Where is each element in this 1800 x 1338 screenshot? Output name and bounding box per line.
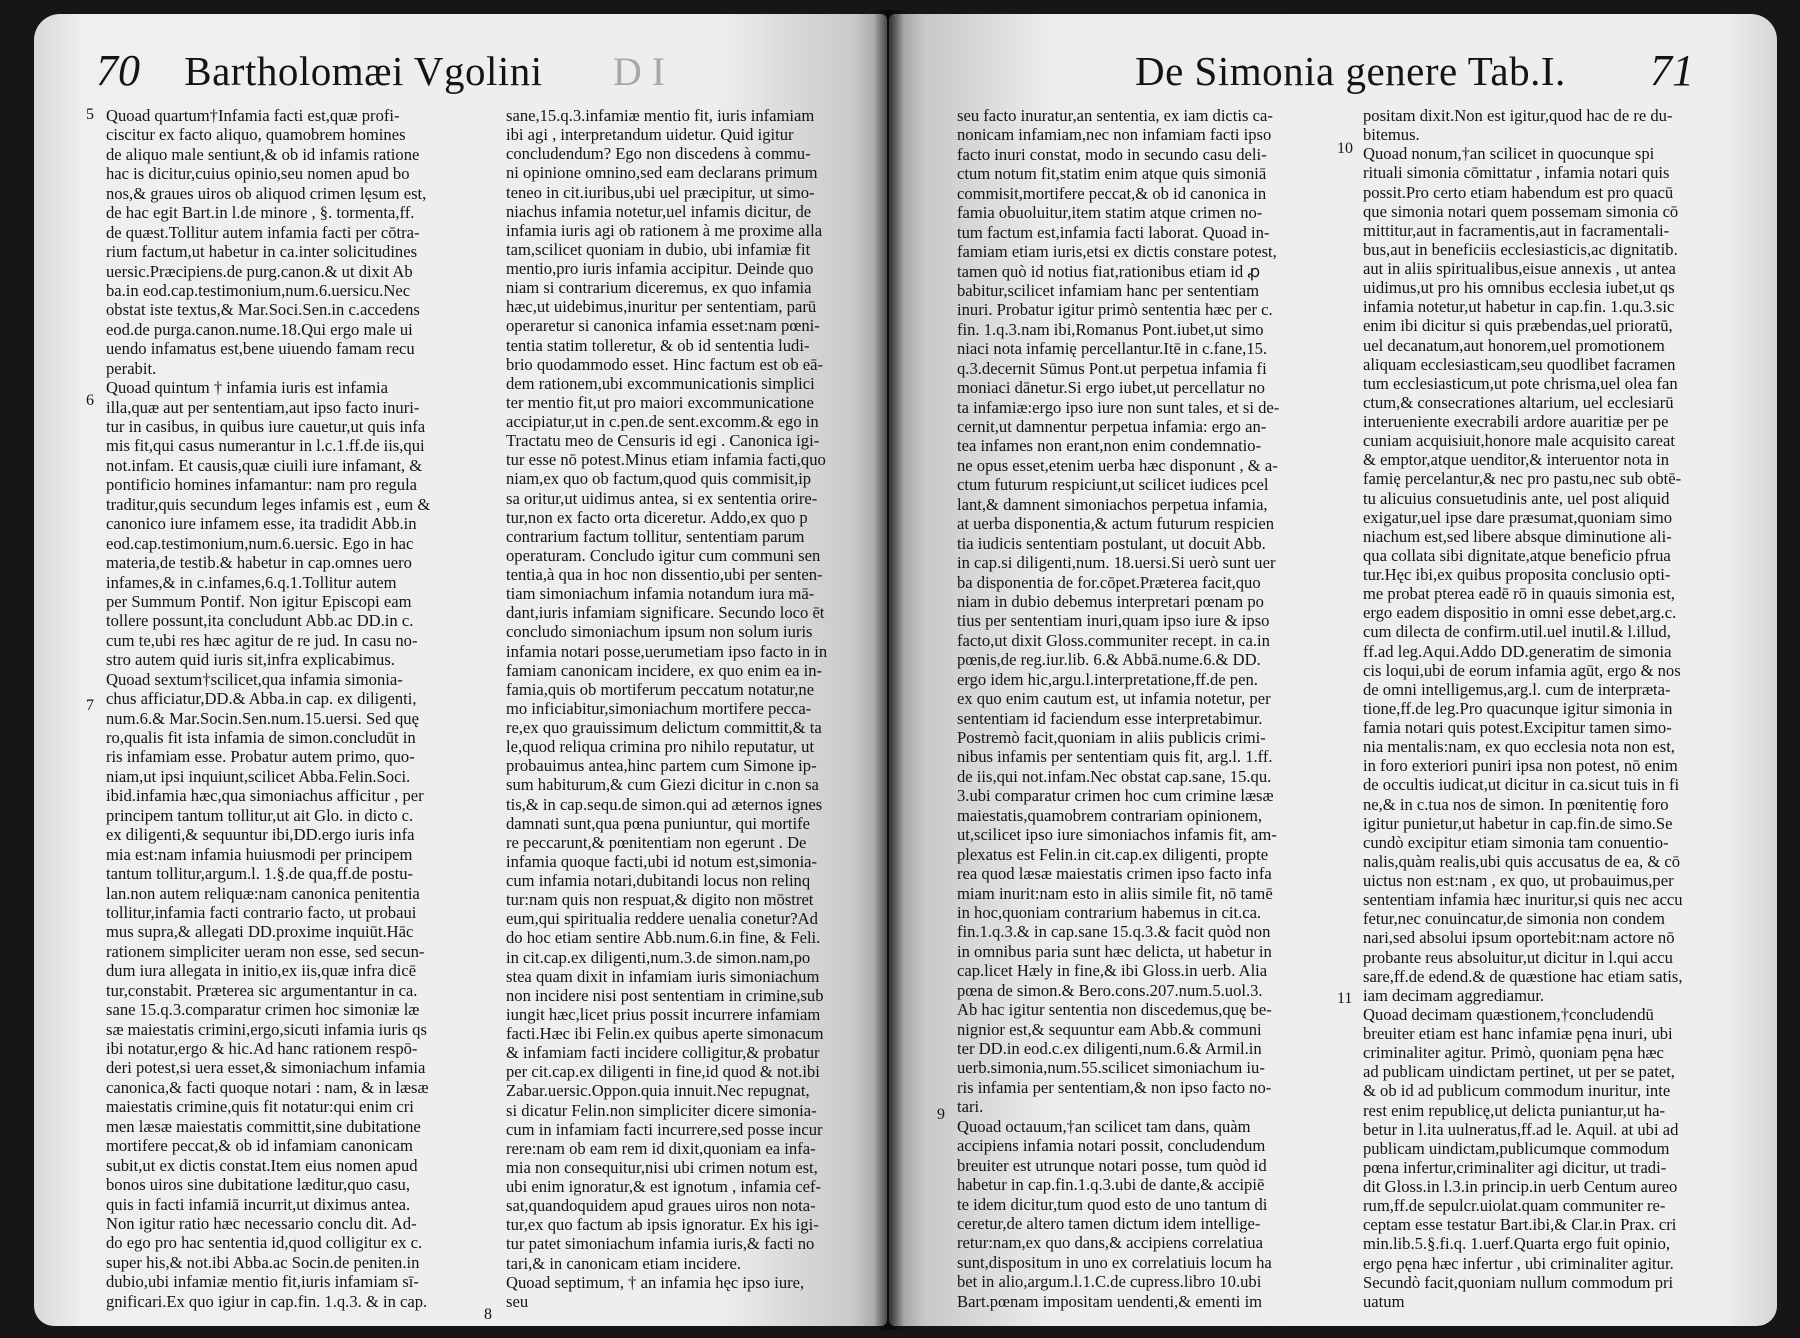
text-line: famię percelantur,& nec pro pastu,nec sub obtē- (1363, 469, 1682, 489)
text-line: mo inficiabitur,simoniachum mortifere pecca- (506, 698, 812, 718)
text-line: hac is dicitur,cuius opinio,seu nomen apud bo (106, 164, 410, 184)
text-line: infamia quoque facti,ubi id notum est,simonia- (506, 851, 818, 871)
text-line: Secundò facit,quoniam nullum commodum pri (1363, 1272, 1674, 1292)
text-line: tea infames non erant,non enim condemnatio- (957, 436, 1262, 456)
text-line: ctum,& consecrationes altarium, uel ecclesiarū (1363, 392, 1674, 412)
text-line: subit,ut ex dictis constat.Item eius nomen apud (106, 1155, 418, 1175)
text-line: seu facto inuratur,an sententia, ex iam dictis ca- (957, 106, 1273, 125)
text-line: sententiam infamia hæc inuritur,si quis nec accu (1363, 890, 1683, 910)
text-line: mentio,pro iuris infamia accipitur. Deinde quo (506, 259, 814, 278)
margin-number: 8 (484, 1306, 492, 1323)
text-line: ctum futurum respiciunt,ut scilicet iudices pcel (957, 475, 1269, 495)
text-line: probante reus absoluitur,ut dicitur in l.qui accu (1363, 947, 1673, 967)
text-line: sum habiturum,& cum Giezi dicitur in c.non sa (506, 775, 819, 795)
text-line: tentia,à qua in hoc non dissentio,ubi per senten- (506, 565, 823, 584)
text-line: niaci nota infamię percellantur.Itē in c.fane,15. (957, 339, 1268, 359)
left-page-number: 70 (96, 46, 140, 95)
text-line: canonico iure infamem esse, ita tradidit Abb.in (106, 514, 417, 534)
text-line: me probat pterea eadē rō in quauis simonia est, (1363, 584, 1675, 604)
text-line: cum dilecta de confirm.util.uel inutil.& l.illud, (1363, 622, 1671, 642)
text-line: traditur,quis secundum leges infamis est , eum & (106, 494, 431, 514)
text-line: infamia notetur,ut habetur in cap.fin. 1.qu.3.sic (1363, 297, 1675, 317)
margin-number: 7 (86, 697, 94, 714)
text-line: lan.non autem reliquæ:nam canonica penitentia (106, 883, 420, 903)
text-line: cis loqui,ubi de eorum infamia agūt, ergo & nos (1363, 660, 1681, 680)
text-line: aut in aliis spiritualibus,eisue annexis , ut antea (1363, 259, 1676, 278)
text-line: Quoad decimam quæstionem,†concludendū (1363, 1004, 1654, 1024)
text-line: tur patet simoniachum infamia iuris,& facti no (506, 1234, 815, 1254)
text-line: concludendum? Ego non discedens à commu- (506, 144, 811, 164)
text-line: publicam uindictam,publicumque commodum (1363, 1138, 1670, 1158)
text-line: sane,15.q.3.infamiæ mentio fit, iuris infamiam (506, 106, 815, 125)
right-running-head (1135, 48, 1694, 94)
text-line: 3.ubi comparatur crimen hoc cum crimine læsæ (957, 786, 1274, 806)
text-line: famiam etiam iuris,etsi ex dictis constare potest, (957, 242, 1277, 262)
text-line: habetur in cap.fin.1.q.3.ubi de dante,& accipiē (957, 1175, 1265, 1195)
text-line: fetur,nec conuincatur,de simonia non condem (1363, 909, 1665, 929)
text-line: famia,quis ob mortiferum peccatum notatur,ne (506, 679, 815, 699)
text-line: qua collata sibi dignitate,atque beneficio pfrua (1363, 545, 1671, 565)
text-line: ex diligenti,& sequuntur ibi,DD.ergo iuris infa (106, 825, 415, 845)
left-running-head (96, 48, 665, 95)
text-line: operaturam. Concludo igitur cum communi sen (506, 545, 821, 565)
text-line: super his,& not.ibi Abba.ac Socin.de peniten.in (106, 1252, 420, 1272)
text-line: inuri. Probatur igitur primò sententia hæc per c. (957, 300, 1273, 320)
text-line: ne,& in c.tua nos de simon. In pœnitentię foro (1363, 794, 1669, 814)
text-line: tur.Hęc ibi,ex quibus proposita conclusio opti- (1363, 565, 1671, 584)
text-line: ceptam esse testatur Bart.ibi,& Clar.in Prax. cri (1363, 1215, 1677, 1235)
text-line: infames,& in c.infames,6.q.1.Tollitur autem (106, 572, 397, 592)
text-line: in hoc,quoniam contrarium habemus in cit.ca. (957, 902, 1262, 922)
text-line: infamia notari posse,uerumetiam ipso facto in in (506, 641, 828, 661)
text-line: rest enim republicę,ut delicta puniantur,ut ha- (1363, 1100, 1666, 1120)
text-line: damnati sunt,qua pœna puniuntur, qui mortife (506, 813, 810, 833)
right-column-2 (1363, 106, 1745, 1316)
text-line: tia iudicis sententiam postulant, ut docuit Abb. (957, 533, 1266, 553)
text-line: nibus infamis per sententiam quis fit, arg.l. 1.ff. (957, 747, 1273, 767)
text-line: num.6.& Mar.Socin.Sen.num.15.uersi. Sed quę (106, 708, 419, 728)
text-line: ibid.infamia hæc,qua simoniachus afficitur , per (106, 786, 424, 806)
text-line: le,quod reliqua crimina pro nihilo reputatur, ut (506, 737, 815, 757)
right-page (889, 14, 1777, 1326)
text-line: rituali simonia cōmittatur , infamia notari quis (1363, 163, 1670, 183)
text-line: interueniente execrabili ardore auaritiæ per pe (1363, 412, 1669, 431)
text-line: per cit.cap.ex diligenti in fine,id quod & not.ibi (506, 1062, 820, 1082)
text-line: cap.licet Hæly in fine,& ibi Gloss.in uerb. Alia (957, 961, 1268, 981)
text-line: famia notari quis potest.Excipitur tamen simo- (1363, 718, 1672, 737)
text-line: Quoad sextum†scilicet,qua infamia simonia- (106, 669, 403, 689)
text-line: lant,& damnent simoniachos perpetua infamia, (957, 494, 1268, 514)
text-line: niachus infamia notetur,uel infamis dicitur, de (506, 201, 812, 221)
text-line: obstat iste textus,& Mar.Soci.Sen.in c.accedens (106, 300, 420, 320)
text-line: Ab hac igitur sententia non discedemus,quę be- (957, 1000, 1272, 1020)
text-line: de omni intelligemus,arg.l. cum de interpræta- (1363, 679, 1671, 699)
text-line: uel decanatum,aut honorem,uel promotionem (1363, 335, 1665, 355)
right-column-1 (957, 106, 1327, 1316)
text-line: teneo in cit.iuribus,ubi uel præcipitur, ut simo- (506, 182, 815, 202)
text-line: Bart.pœnam impositam uendenti,& ementi im (957, 1291, 1263, 1311)
text-line: facti.Hæc ibi Felin.ex quibus aperte simonacum (506, 1024, 824, 1043)
text-line: ergo pęna hæc infertur , ubi criminaliter agitur. (1363, 1253, 1674, 1273)
text-line: que simonia notari quem possemam simonia cō (1363, 201, 1679, 221)
text-line: infamia iuris agi ob rationem à me proxime alla (506, 220, 823, 240)
text-line: not.infam. Et causis,quæ ciuili iure infamant, & (106, 455, 423, 475)
text-line: tollere possunt,ita concludunt Abb.ac DD.in c. (106, 611, 414, 631)
text-line: ad publicam uindictam pertinet, ut per se patet, (1363, 1062, 1675, 1082)
text-line: si dicatur Felin.non simpliciter dicere simonia- (506, 1100, 817, 1120)
text-line: ne opus esset,etenim uerba hæc disponunt , & a- (957, 455, 1278, 475)
text-line: pœna infertur,criminaliter agi dicitur, ut tradi- (1363, 1157, 1667, 1177)
text-line: sa oritur,ut uidimus antea, si ex sententia orire- (506, 488, 818, 508)
text-line: deri potest,si uera esset,& simoniachum infamia (106, 1058, 426, 1078)
text-line: breuiter etiam est hanc infamiæ pęna inuri, ubi (1363, 1024, 1673, 1043)
text-line: tari,& in canonicam etiam incidere. (506, 1253, 741, 1273)
text-line: bonos uiros sine dubitatione læditur,quo casu, (106, 1175, 410, 1195)
text-line: de quæst.Tollitur autem infamia facti per cōtra- (106, 222, 420, 242)
text-line: Quoad quintum † infamia iuris est infamia (106, 378, 389, 398)
text-line: re,ex quo grauissimum delictum committit,& ta (506, 718, 822, 737)
text-line: te idem dicitur,tum quod esto de uno tantum di (957, 1194, 1268, 1214)
text-line: niam,ut ipsi inquiunt,scilicet Abba.Felin.Soci. (106, 766, 411, 786)
text-line: nos,& graues uiros ob aliquod crimen lęsum est, (106, 183, 427, 203)
text-line: rea quod læsæ maiestatis crimen ipso facto infa (957, 864, 1272, 884)
text-line: iungit hæc,licet prius possit incurrere infamiam (506, 1004, 821, 1024)
text-line: ta infamiæ:ergo ipso iure non sunt tales, et si de- (957, 397, 1280, 417)
left-page (34, 14, 887, 1326)
text-line: tur esse nō potest.Minus etiam infamia facti,quo (506, 450, 826, 470)
text-line: cum in infamiam facti incurrere,sed posse incur (506, 1119, 823, 1139)
text-line: maiestatis,quamobrem contrariam opinionem, (957, 805, 1263, 825)
text-line: brio quodammodo esset. Hinc factum est ob eā- (506, 354, 824, 374)
text-line: criminaliter agitur. Primò, quoniam pęna hæc (1363, 1043, 1664, 1063)
text-line: eum,qui spiritualia reddere uenalia conetur?Ad (506, 909, 818, 929)
text-line: operaretur si canonica infamia esset:nam pœni- (506, 316, 820, 336)
text-line: ibi notatur,ergo & hic.Ad hanc rationem respō- (106, 1039, 418, 1058)
text-line: nalis,quàm realis,ubi quis accusatus de ea, & cō (1363, 851, 1681, 871)
left-column-2 (506, 106, 864, 1316)
text-line: tur,ex quo factum ab ipsis ignoratur. Ex his igi- (506, 1215, 819, 1235)
text-line: babitur,scilicet infamiam hanc per sententiam (957, 280, 1260, 300)
text-line: tam,scilicet quoniam in dubio, ubi infamiæ fit (506, 239, 811, 259)
margin-number: 5 (86, 106, 94, 123)
right-header-title: De Simonia genere Tab.I. (1135, 48, 1566, 94)
text-line: sat,quandoquidem apud graues uiros non nota- (506, 1196, 816, 1216)
text-line: mortifere peccat,& ob id infamiam canonicam (106, 1136, 413, 1156)
text-line: dit Gloss.in l.3.in princip.in uerb Centum aureo (1363, 1177, 1678, 1196)
text-line: ut,scilicet ipso iure simoniachos infamis fit, am- (957, 825, 1277, 845)
text-line: Non igitur ratio hæc necessario conclu dit. Ad- (106, 1213, 417, 1233)
text-line: eod.de purga.canon.nume.18.Qui ergo male ui (106, 319, 413, 339)
text-line: cundò excipitur etiam simonia tam conuentio- (1363, 832, 1669, 852)
text-line: & ob id ad publicum commodum inuritur, inte (1363, 1081, 1671, 1101)
margin-number: 11 (1337, 990, 1353, 1007)
text-line: in omnibus paria sunt hæc delicta, ut habetur in (957, 941, 1272, 961)
margin-number: 10 (1337, 140, 1353, 157)
text-line: famiam canonicam incidere, ex quo enim ea in- (506, 660, 823, 680)
text-line: rium factum,ut habetur in ca.inter solicitudines (106, 242, 418, 262)
left-column-1 (106, 106, 476, 1316)
text-line: dum iura allegata in initio,ex iis,quæ infra dicē (106, 961, 417, 981)
text-line: plexatus est Felin.in cit.cap.ex diligenti, propte (957, 844, 1269, 864)
text-line: Quoad octauum,†an scilicet tam dans, quàm (957, 1116, 1251, 1136)
text-line: cum te,ubi res hæc agitur de re jud. In casu no- (106, 630, 418, 650)
text-line: pœna de simon.& Bero.cons.207.num.5.uol.3. (957, 980, 1263, 1000)
text-line: ba.in eod.cap.testimonium,num.6.uersicu.Nec (106, 280, 411, 300)
text-line: possit.Pro certo etiam habendum est pro quacū (1363, 182, 1674, 202)
text-line: accipiatur,ut in c.pen.de sent.excomm.& ego in (506, 412, 819, 431)
text-line: nignior est,& sequuntur eam Abb.& communi (957, 1019, 1262, 1039)
text-line: aliquam ecclesiasticam,seu quodlibet facramen (1363, 354, 1676, 374)
text-line: gnificari.Ex quo igiur in cap.fin. 1.q.3. & in cap. (106, 1291, 428, 1311)
text-line: niam in dubio debemus interpretari pœnam po (957, 591, 1264, 611)
text-line: mittitur,aut in facramentis,aut in facramentali- (1363, 220, 1670, 240)
text-line: in cap.si diligenti,num. 18.uersi.Si uerò sunt uer (957, 553, 1276, 573)
text-line: ctum notum fit,statim enim atque quis simoniā (957, 164, 1267, 184)
text-line: non incidere nisi post sententiam in crimine,sub (506, 985, 824, 1005)
text-line: sæ maiestatis crimini,ergo,sicuti infamia iuris qs (106, 1019, 427, 1039)
text-line: at uerba disponentia,& actum futurum respicien (957, 514, 1275, 534)
text-line: miam inurit:nam esto in aliis simile fit, nō tamē (957, 883, 1273, 903)
text-line: bet in alio,argum.l.1.C.de cupress.libro 10.ubi (957, 1272, 1262, 1292)
margin-number: 6 (86, 392, 94, 409)
text-line: per Summum Pontif. Non igitur Episcopi eam (106, 591, 412, 611)
text-line: ergo eadem dispositio in omni esse debet,arg.c. (1363, 603, 1677, 623)
text-line: pœnis,de reg.iur.lib. 6.& Abbā.nume.6.& DD. (957, 650, 1261, 670)
text-line: iam decimam aggrediamur. (1363, 985, 1545, 1005)
text-line: enim ibi dicitur si quis præbendas,uel prioratū, (1363, 316, 1673, 336)
text-line: min.lib.5.§.fi.q. 1.uerf.Quarta ergo fuit opinio, (1363, 1234, 1671, 1254)
text-line: hæc,ut uidebimus,inuritur per sententiam, parū (506, 297, 817, 317)
left-header-title: Bartholomæi Vgolini (184, 48, 543, 94)
text-line: contrarium factum tollitur, sententiam parum (506, 526, 805, 546)
text-line: bus,aut in beneficiis ecclesiasticis,ac dignitatib. (1363, 239, 1678, 259)
text-line: Tractatu meo de Censuris id egi . Canonica igi- (506, 431, 820, 451)
text-line: Zabar.uersic.Oppon.quia innuit.Nec repugnat, (506, 1081, 810, 1101)
text-line: cuniam acquisiuit,honore male acquisito careat (1363, 431, 1675, 451)
text-line: mia non consequitur,nisi ubi crimen notum est, (506, 1157, 818, 1177)
text-line: fin. 1.q.3.nam ibi,Romanus Pont.iubet,ut simo (957, 319, 1264, 339)
text-line: tum factum est,infamia facti laborat. Quoad in- (957, 222, 1270, 242)
text-line: chus afficiatur,DD.& Abba.in cap. ex diligenti, (106, 689, 417, 709)
text-line: in foro exteriori puniri ipsa non potest, nō enim (1363, 756, 1678, 776)
right-page-number: 71 (1650, 46, 1695, 95)
text-line: ff.ad leg.Aqui.Addo DD.generatim de simonia (1363, 641, 1672, 661)
text-line: de iis,qui not.infam.Nec obstat cap.sane, 15.qu. (957, 766, 1272, 786)
left-ghost-head: D I (612, 49, 666, 94)
text-line: tamen quò id notius fiat,rationibus etiam id ꝓ (957, 261, 1261, 281)
text-line: q.3.decernit Sūmus Pont.ut perpetua infamia fi (957, 358, 1267, 378)
text-line: retur:nam,ex quo dans,& accipiens correlatiua (957, 1233, 1263, 1253)
text-line: nonicam infamiam,nec non infamiam facti ipso (957, 125, 1272, 145)
text-line: dem rationem,ubi excommunicationis simplici (506, 373, 815, 393)
text-line: uendo infamatus est,bene uiuendo famam recu (106, 339, 415, 359)
text-line: Quoad nonum,†an scilicet in quocunque spi (1363, 144, 1655, 164)
text-line: dubio,ubi infamiæ mentio fit,iuris infamiam sī- (106, 1272, 419, 1292)
text-line: & emptor,atque uenditor,& interuentor nota in (1363, 450, 1670, 470)
text-line: niam si contrarium diceremus, ex quo infamia (506, 278, 812, 298)
text-line: igitur punietur,ut habetur in cap.fin.de simo.Se (1363, 813, 1673, 833)
text-line: sunt,dispositum in uno ex correlatiuis locum ha (957, 1252, 1272, 1272)
text-line: exigatur,uel ipse dare præsumat,quoniam simo (1363, 507, 1673, 527)
text-line: uictus non est:nam , ex quo, ut probauimus,per (1363, 871, 1674, 890)
text-line: uidimus,ut pro his omnibus ecclesia iubet,ut qs (1363, 278, 1675, 298)
margin-number: 9 (937, 1106, 945, 1123)
text-line: tum ecclesiasticum,ut pote chrisma,uel olea fan (1363, 373, 1678, 393)
text-line: sare,ff.de edend.& de quæstione hac etiam satis, (1363, 966, 1683, 986)
text-line: facto,ut dixit Gloss.communiter recept. in ca.in (957, 630, 1270, 650)
text-line: stea quam dixit in infamiam iuris simoniachum (506, 966, 820, 986)
text-line: eod.cap.testimonium,num.6.uersic. Ego in hac (106, 533, 414, 553)
text-line: de hac egit Bart.in l.de minore , §. tormenta,ff. (106, 203, 415, 223)
text-line: uerb.simonia,num.55.scilicet simoniachum iu- (957, 1058, 1265, 1078)
text-line: tari. (957, 1097, 984, 1117)
text-line: betur in l.ita uulneratus,ff.ad le. Aquil. at ubi ad (1363, 1119, 1679, 1139)
text-line: tu alicuius consuetudinis ante, uel post aliquid (1363, 488, 1670, 508)
text-line: dant,iuris infamiam significare. Secundo loco ēt (506, 603, 825, 623)
text-line: rationem simpliciter ueram non esse, sed secun- (106, 941, 425, 961)
text-line: mia est:nam infamia huiusmodi per principem (106, 844, 413, 864)
text-line: tur:nam quis non respuat,& digito non mōstret (506, 890, 814, 910)
text-line: sententiam id faciendum esse interpretabimur. (957, 708, 1263, 728)
text-line: materia,de testib.& habetur in cap.omnes uero (106, 553, 412, 573)
text-line: tur in casibus, in quibus iure cauetur,ut quis infa (106, 417, 426, 436)
text-line: uersic.Præcipiens.de purg.canon.& ut dixit Ab (106, 261, 413, 281)
text-line: nia mentalis:nam, ex quo ecclesia nota non est, (1363, 737, 1675, 757)
text-line: cernit,ut damnentur perpetua infamia: ergo an- (957, 417, 1267, 436)
text-line: ter mentio fit,ut pro maiori excommunicatione (506, 392, 814, 412)
text-line: tis,& in cap.sequ.de simon.qui ad æternos ignes (506, 794, 823, 814)
text-line: bitemus. (1363, 125, 1420, 145)
text-line: in cit.cap.ex diligenti,num.3.de simon.nam,po (506, 947, 811, 967)
text-line: tollitur,infamia facti contrario facto, ut probaui (106, 902, 417, 922)
text-line: accipiens infamia notari possit, concludendum (957, 1136, 1266, 1156)
book-gutter (874, 10, 904, 1330)
text-line: tentia statim tolleretur, & ob id sententia ludi- (506, 335, 810, 355)
text-line: canonica,& facti quoque notari : nam, & in læsæ (106, 1077, 429, 1097)
text-line: do hoc etiam sentire Abb.num.6.in fine, & Feli. (506, 928, 821, 948)
text-line: maiestatis crimine,quis fit notatur:qui enim cri (106, 1097, 414, 1117)
text-line: concludo simoniachum ipsum non solum iuris (506, 622, 813, 642)
text-line: ro,qualis fit ista infamia de simon.concludūt in (106, 728, 416, 747)
text-line: cum infamia notari,dubitandi locus non relinq (506, 871, 811, 890)
text-line: niam,ex quo ob factum,quod quis commisit,ip (506, 469, 812, 489)
text-line: tiam simoniachum infamia notandum iura mā- (506, 584, 815, 604)
text-line: tius per sententiam inuri,quam ipso iure & ipso (957, 611, 1270, 631)
text-line: nari,sed absolui ipsum oportebit:nam actore nō (1363, 928, 1675, 948)
text-line: men læsæ maiestatis committit,sine dubitatione (106, 1116, 421, 1136)
text-line: niachum est,sed libere absque diminutione ali- (1363, 526, 1672, 546)
text-line: de aliquo male sentiunt,& ob id infamis ratione (106, 144, 420, 164)
text-line: perabit. (106, 358, 157, 378)
text-line: mus supra,& allegati DD.proxime inquiūt.Hāc (106, 922, 414, 942)
text-line: tione,ff.de leg.Pro quacunque igitur simonia in (1363, 698, 1673, 718)
text-line: ris infamiam esse. Probatur autem primo, quo- (106, 747, 415, 767)
text-line: ciscitur ex facto aliquo, quamobrem homines (106, 125, 406, 145)
text-line: de occultis iudicat,ut dicitur in ca.sicut tuis in fi (1363, 775, 1680, 795)
text-line: illa,quæ aut per sententiam,aut ipso facto inuri- (106, 397, 420, 417)
text-line: tur,constabit. Præterea sic argumentantur in ca. (106, 980, 418, 1000)
text-line: ba disponentia de for.cōpet.Præterea facit,quo (957, 572, 1261, 592)
text-line: famia obuoluitur,item statim atque crimen no- (957, 203, 1263, 223)
text-line: uatum (1363, 1291, 1405, 1311)
text-line: & infamiam facti incidere colligitur,& probatur (506, 1043, 820, 1063)
text-line: Quoad quartum†Infamia facti est,quæ profi- (106, 106, 400, 125)
text-line: ubi enim ignoratur,& est ignotum , infamia cef- (506, 1177, 821, 1196)
text-line: ter DD.in eod.c.ex diligenti,num.6.& Armil.in (957, 1039, 1262, 1058)
text-line: fin.1.q.3.& in cap.sane 15.q.3.& facit quòd non (957, 922, 1271, 942)
text-line: positam dixit.Non est igitur,quod hac de re du- (1363, 106, 1673, 125)
text-line: ris infamia per sententiam,& non ipso facto no- (957, 1077, 1272, 1097)
text-line: stro autem quid iuris sit,infra explicabimus. (106, 650, 395, 670)
text-line: rum,ff.de sepulcr.uiolat.quam communiter re- (1363, 1196, 1666, 1216)
text-line: Postremò facit,quoniam in aliis publicis crimi- (957, 728, 1266, 747)
text-line: ergo idem hic,argu.l.interpretatione,ff.de pen. (957, 669, 1258, 689)
text-line: rere:nam ob eam rem id dixit,quoniam ea infa- (506, 1138, 816, 1158)
text-line: quis in facti infamiā incurrit,ut diximus antea. (106, 1194, 411, 1214)
text-line: mis fit,qui casus numerantur in l.c.1.ff.de iis,qui (106, 436, 425, 456)
text-line: tantum tollitur,argum.l. 1.§.de qua,ff.de postu- (106, 864, 414, 884)
text-line: moniaci dānetur.Si ergo iubet,ut percellatur no (957, 378, 1265, 398)
text-line: do ego pro hac sententia id,quod colligitur ex c. (106, 1233, 423, 1253)
text-line: ex quo enim cautum est, ut infamia notetur, per (957, 689, 1271, 709)
text-line: ibi agi , interpretandum uidetur. Quid igitur (506, 125, 794, 145)
text-line: facto inuri constat, modo in secundo casu deli- (957, 144, 1267, 164)
text-line: probauimus antea,hinc partem cum Simone ip- (506, 756, 817, 776)
text-line: breuiter est utrunque notari posse, tum quòd id (957, 1155, 1267, 1175)
text-line: pontificio homines infamantur: nam pro regula (106, 475, 418, 495)
text-line: sane 15.q.3.comparatur crimen hoc simoniæ læ (106, 1000, 420, 1020)
text-line: ceretur,de altero tamen dictum idem intellige- (957, 1213, 1261, 1233)
text-line: re peccarunt,& pœnitentiam non egerunt . De (506, 832, 807, 852)
text-line: Quoad septimum, † an infamia hęc ipso iure, (506, 1272, 805, 1292)
text-line: ni opinione omnino,sed eam declarans primum (506, 163, 818, 183)
text-line: principem tantum tollitur,ut ait Glo. in dicto c. (106, 805, 414, 825)
text-line: seu (506, 1291, 529, 1311)
text-line: tur,non ex facto orta diceretur. Addo,ex quo p (506, 507, 808, 527)
text-line: commisit,mortifere peccat,& ob id canonica in (957, 183, 1267, 203)
